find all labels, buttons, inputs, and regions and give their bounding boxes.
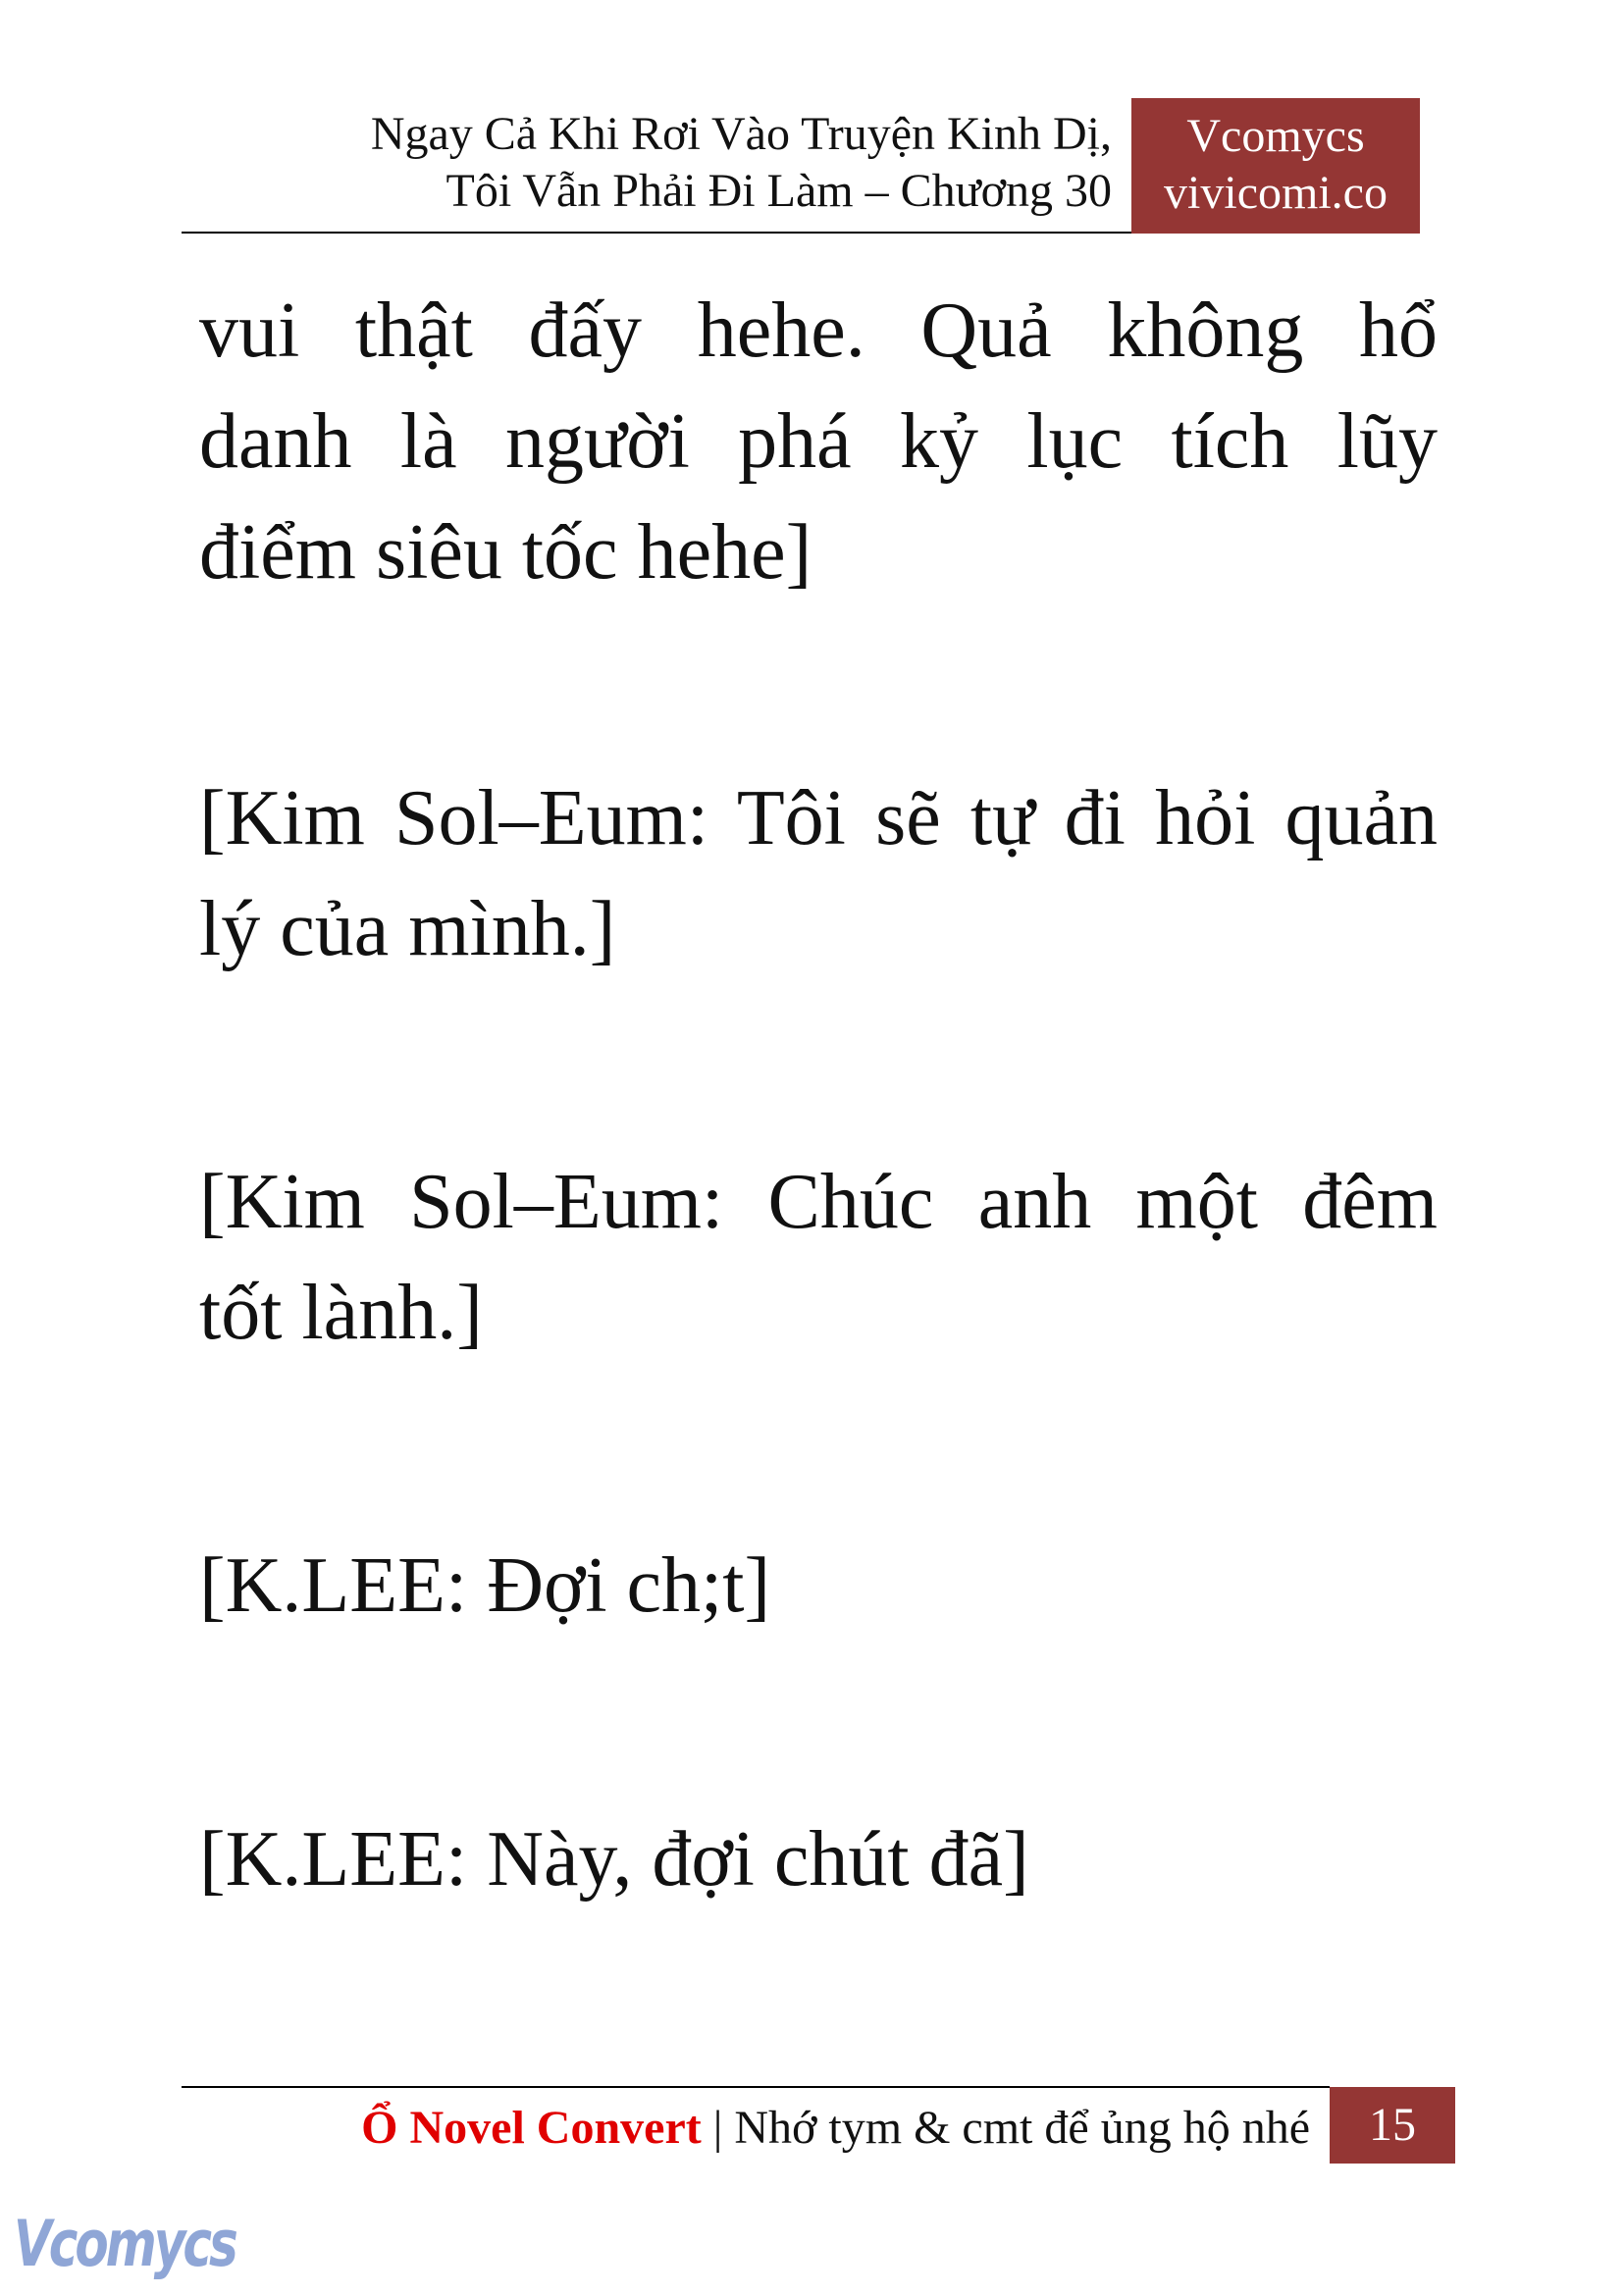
watermark-logo: Vcomycs: [14, 2207, 236, 2281]
paragraph: [199, 763, 1438, 985]
text-line: tốt lành.]: [199, 1270, 483, 1356]
footer-brand: Ổ Novel Convert: [361, 2102, 702, 2154]
header-title-line: Tôi Vẫn Phải Đi Làm – Chương 30: [445, 165, 1112, 217]
text-line: [Kim Sol–Eum: Tôi sẽ tự đi hỏi quản: [199, 775, 1438, 861]
running-header-title: [371, 106, 1112, 220]
paragraph: [199, 1147, 1438, 1369]
text-line: vui thật đấy hehe. Quả không hổ: [199, 287, 1438, 374]
header-title-line: Ngay Cả Khi Rơi Vào Truyện Kinh Dị,: [370, 108, 1112, 160]
footer-separator: |: [712, 2102, 723, 2154]
footer-message: Nhớ tym & cmt để ủng hộ nhé: [734, 2102, 1310, 2154]
text-line: [Kim Sol–Eum: Chúc anh một đêm: [199, 1159, 1438, 1245]
badge-line: vivicomi.co: [1164, 167, 1388, 219]
paragraph: [199, 1531, 1438, 1642]
paragraph: [199, 1804, 1438, 1915]
text-line: [K.LEE: Này, đợi chút đã]: [199, 1816, 1029, 1903]
text-line: [K.LEE: Đợi ch;t]: [199, 1542, 771, 1629]
footer-divider: [182, 2086, 1330, 2088]
page-number: 15: [1330, 2087, 1455, 2164]
text-line: lý của mình.]: [199, 886, 616, 972]
header-divider: [182, 232, 1131, 234]
header-site-badge: [1131, 98, 1420, 234]
paragraph: [199, 276, 1438, 608]
text-line: danh là người phá kỷ lục tích lũy: [199, 398, 1438, 485]
text-line: điểm siêu tốc hehe]: [199, 509, 812, 596]
badge-line: Vcomycs: [1186, 110, 1365, 162]
footer-text: [361, 2100, 1310, 2157]
